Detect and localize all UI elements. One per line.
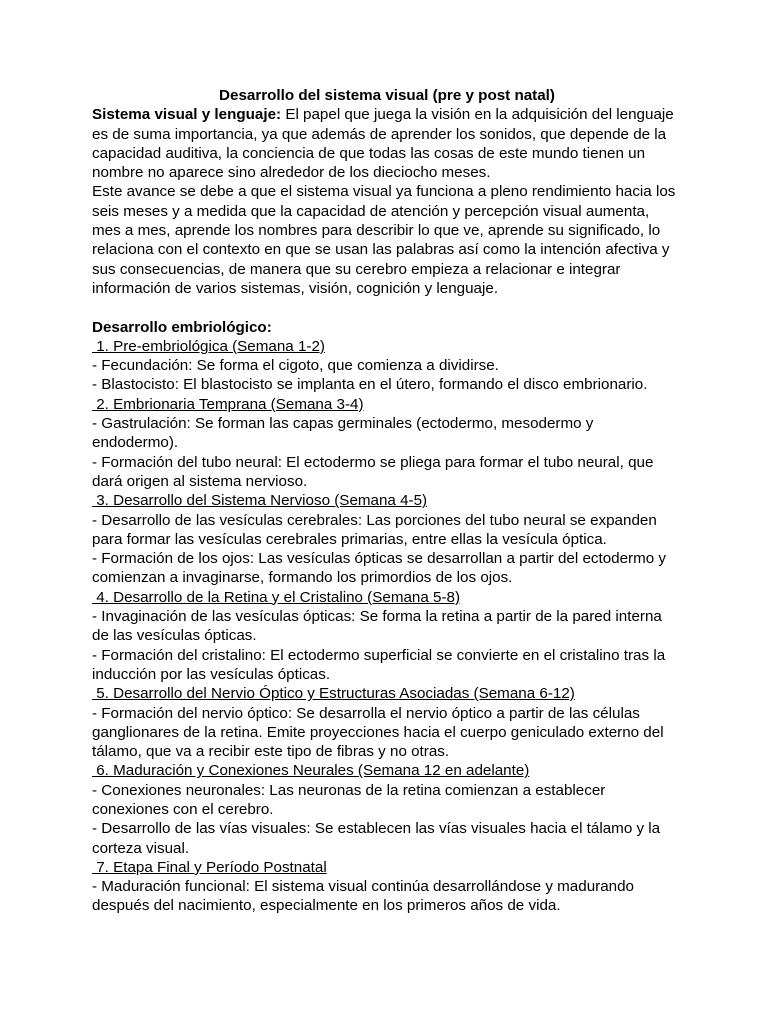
stage-7 (92, 858, 682, 916)
stage-3 (92, 491, 682, 587)
stage-title: 4. Desarrollo de la Retina y el Cristalino (Semana 5-8) (92, 588, 461, 606)
stage-title: 5. Desarrollo del Nervio Óptico y Estructuras Asociadas (Semana 6-12) (92, 685, 575, 703)
intro-paragraph (92, 105, 682, 182)
intro-text: El papel que juega la visión en la adquisición del lenguaje es de suma importancia, ya que además de aprender los sonidos, que depende de la capacidad auditiva, la conciencia de que todas las cosas de este mundo tienen un nombre no aparece sino alrededor de los dieciocho meses. (92, 106, 674, 182)
document-title: Desarrollo del sistema visual (pre y post natal) (219, 87, 555, 104)
stage-item: - Formación del nervio óptico: Se desarrolla el nervio óptico a partir de las células ganglionares de la retina. Emite proyecciones hacia el cuerpo geniculado externo del tálamo, que va a recibir este tipo de fibras y no otras. (92, 704, 664, 761)
stage-2 (92, 395, 682, 491)
stage-item: - Gastrulación: Se forman las capas germinales (ectodermo, mesodermo y endodermo). (92, 415, 594, 452)
stage-5 (92, 684, 682, 761)
stage-title: 6. Maduración y Conexiones Neurales (Semana 12 en adelante) (92, 762, 530, 780)
stage-item: - Desarrollo de las vesículas cerebrales: Las porciones del tubo neural se expanden para formar las vesículas cerebrales primarias, entre ellas la vesícula óptica. (92, 511, 657, 548)
stage-item: - Fecundación: Se forma el cigoto, que comienza a dividirse. (92, 357, 499, 375)
stage-6 (92, 761, 682, 857)
stage-item: - Conexiones neuronales: Las neuronas de la retina comienzan a establecer conexiones con el cerebro. (92, 781, 606, 818)
stage-item: - Desarrollo de las vías visuales: Se establecen las vías visuales hacia el tálamo y la corteza visual. (92, 820, 661, 857)
intro-lead: Sistema visual y lenguaje: (92, 106, 282, 124)
stage-item: - Formación de los ojos: Las vesículas ópticas se desarrollan a partir del ectodermo y comienzan a invaginarse, formando los primordios de los ojos. (92, 550, 667, 587)
paragraph-spacer (92, 298, 682, 317)
stage-item: - Invaginación de las vesículas ópticas: Se forma la retina a partir de la pared interna de las vesículas ópticas. (92, 608, 662, 645)
stage-item: - Maduración funcional: El sistema visual continúa desarrollándose y madurando después del nacimiento, especialmente en los primeros años de vida. (92, 878, 634, 915)
stage-1 (92, 337, 682, 395)
document-page (92, 86, 682, 916)
stage-title: 1. Pre-embriológica (Semana 1-2) (92, 337, 325, 355)
section-heading: Desarrollo embriológico: (92, 318, 272, 336)
stage-title: 2. Embrionaria Temprana (Semana 3-4) (92, 395, 364, 413)
stage-title: 3. Desarrollo del Sistema Nervioso (Semana 4-5) (92, 492, 428, 510)
stage-item: - Formación del cristalino: El ectodermo superficial se convierte en el cristalino tras la inducción por las vesículas ópticas. (92, 646, 666, 683)
stage-item: - Blastocisto: El blastocisto se implanta en el útero, formando el disco embrionario. (92, 376, 648, 394)
intro-paragraph-2: Este avance se debe a que el sistema visual ya funciona a pleno rendimiento hacia los seis meses y a medida que la capacidad de atención y percepción visual aumenta, mes a mes, aprende los nombres para describir lo que ve, aprende su significado, lo relaciona con el contexto en que se usan las palabras así como la intención afectiva y sus consecuencias, de manera que su cerebro empieza a relacionar e integrar información de varios sistemas, visión, cognición y lenguaje. (92, 183, 676, 297)
stage-title: 7. Etapa Final y Período Postnatal (92, 858, 327, 876)
stage-item: - Formación del tubo neural: El ectodermo se pliega para formar el tubo neural, que dará origen al sistema nervioso. (92, 453, 654, 490)
stage-4 (92, 588, 682, 684)
